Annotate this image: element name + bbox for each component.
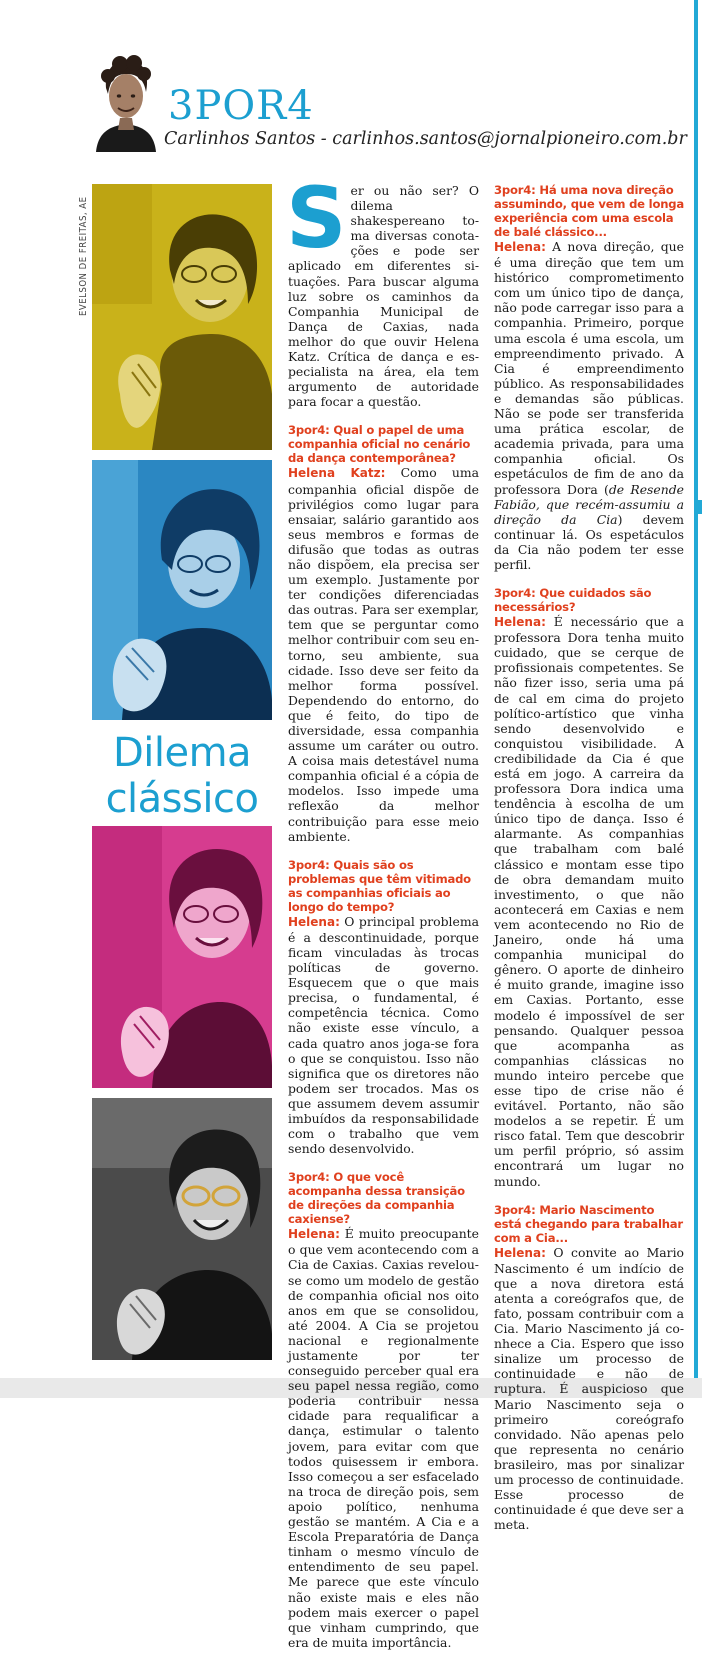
photo-yellow-duotone xyxy=(92,184,272,450)
intro-lead: er ou não ser? O dilema shakespereano toma diversas conotações e pode ser aplicado em diferentes situações. xyxy=(288,183,479,289)
photo-blue-duotone xyxy=(92,460,272,720)
photo-credit xyxy=(78,186,90,316)
answer-5-text: É necessário que a professora Dora tenha muito cuidado, que se cerque de profissionais competentes. Se não fizer isso, seria uma pá de cal em cima do projeto político-artístico que vinha sendo desenvolvido e conquistou visibilidade. A credibilidade da Cia é que está em jogo. A carreira da professora Dora indica uma tendência à escolha de um único tipo de dança. Isso é alarmante. As companhias que trabalham com balé clássico e montam esse tipo de obra demandam muito investimento, o que não acontecerá em Caxias e nem vem acontecendo no Rio de Janeiro, onde há uma companhia municipal do gênero. O aporte de dinheiro é muito grande, imagine isso em Caxias. Portanto, esse modelo é impossível de ser pensando. Qualquer pessoa que acompanha as companhias clássicas no mundo inteiro percebe que esse tipo de crise não é evitável. Portanto, não são modelos a se repetir. É um risco fatal. Tem que descobrir um perfil próprio, só assim encontrará um lugar no mundo. xyxy=(494,614,684,1189)
question-3: 3por4: O que você acompanha dessa transição de direções da companhia caxiense? xyxy=(288,1170,465,1227)
page-edge-rule xyxy=(694,0,698,1380)
intro-rest: Para buscar alguma luz sobre os caminhos da Companhia Municipal de Dança de Caxias, nada melhor do que ouvir Helena Katz. Crítica de dança e especialista na área, ela tem argumento de autoridade para focar a questão. xyxy=(288,273,479,410)
drop-cap: S xyxy=(286,169,347,267)
speaker-label: Helena: xyxy=(494,1245,546,1260)
author-photo xyxy=(90,52,162,152)
answer-2 xyxy=(288,914,479,1157)
photo-grayscale xyxy=(92,1098,272,1360)
speaker-label: Helena Katz: xyxy=(288,466,386,481)
question-2: 3por4: Quais são os problemas que têm vitimado as companhias oficiais ao longo do tempo? xyxy=(288,857,471,914)
answer-4-text-italic: de Resende Fabião, que recém-assumiu a direção da Cia xyxy=(494,481,684,527)
question-1: 3por4: Qual o papel de uma companhia oficial no cenário da dança contemporânea? xyxy=(288,423,471,466)
answer-3 xyxy=(288,1226,479,1650)
answer-4-text-b: ) devem continuar lá. Os espetáculos da Cia não podem ter esse perfil. xyxy=(494,511,684,572)
headline-line-1: Dilema xyxy=(112,730,252,776)
speaker-label: Helena: xyxy=(494,615,546,630)
answer-4-text-a: A nova direção, que é uma direção que tem um histórico comprometimento com um único tipo de dança, não pode carregar isso para a companhia. Primeiro, porque uma escola é uma escola, um empreendimento privado. A Cia é empreendimento público. As responsabilidades e demandas são públicas. Não se pode ser transferida uma prática escolar, de academia privada, para uma companhia oficial. Os espetáculos de fim de ano da professora Dora ( xyxy=(494,239,684,497)
answer-5 xyxy=(494,614,684,1189)
text-column-2 xyxy=(494,183,684,1546)
photo-magenta-duotone xyxy=(92,826,272,1088)
question-6: 3por4: Mario Nascimento está chegando para trabalhar com a Cia... xyxy=(494,1202,683,1245)
answer-3-text: É muito preocupante o que vem acontecendo com a Cia de Caxias. Caxias revelou-se como um modelo de gestão de companhia oficial nos oito anos em que se consolidou, até 2004. A Cia se projetou nacional e regionalmente justamente por ter conseguido perceber qual era seu papel nessa região, como poderia contribuir nessa cidade para requalificar a dança, estimular o talento jovem, para evitar com que todos quisessem ir embora. Isso começou a ser esfacelado na troca de direção pois, sem apoio político, nenhuma gestão se mantém. A Cia e a Escola Preparatória de Dança tinham o mesmo vínculo de entendimento de seu papel. Me parece que este vínculo não existe mais e eles não podem mais exercer o papel que vinham cumprindo, que era de muita importância. xyxy=(288,1226,479,1650)
column-title: 3POR4 xyxy=(168,83,314,129)
speaker-label: Helena: xyxy=(288,1227,340,1242)
question-5: 3por4: Que cuidados são necessários? xyxy=(494,586,652,615)
answer-6 xyxy=(494,1245,684,1533)
speaker-label: Helena: xyxy=(494,240,546,254)
answer-2-text: O principal problema é a descontinuidade, porque ficam vinculadas às trocas políticas de governo. Esquecem que o que mais precisa, o fundamental, é competência técnica. Como não existe esse vínculo, a cada quatro anos joga-se fora o que se conquistou. Isso não significa que os diretores não podem ser trocados. Mas os que assumem devem assumir imbuídos da responsabilidade com o trabalho que vem sendo desenvolvido. xyxy=(288,913,479,1157)
headline-line-2: clássico xyxy=(105,776,259,822)
answer-1 xyxy=(288,465,479,843)
intro-paragraph xyxy=(286,169,479,410)
speaker-label: Helena: xyxy=(288,914,340,929)
question-4: 3por4: Há uma nova direção assumindo, que vem de longa experiência com uma escola de balé clássico... xyxy=(494,183,684,239)
headline xyxy=(92,730,272,822)
page-edge-marker xyxy=(697,500,702,514)
text-column-1 xyxy=(286,169,479,1664)
photo-credit-text: EVELSON DE FREITAS, AE xyxy=(78,196,89,316)
answer-6-text: O convite ao Mario Nascimento é um indício de que a nova diretora está atenta a coreógrafos que, de fato, possam contribuir com a Cia. Mario Nascimento já conhece a Cia. Espero que isso sinalize um processo de continuidade e não de ruptura. É auspicioso que Mario Nascimento seja o primeiro coreógrafo convidado. Não apenas pelo que representa no cenário brasileiro, mas por sinalizar um processo de continuidade. Esse processo de continuidade é que deve ser a meta. xyxy=(494,1244,684,1533)
answer-1-text: Como uma companhia oficial dispõe de privilégios como lugar para ensaiar, salário garantido aos seus membros e formas de difusão que todas as outras não dispõem, ela precisa ser um exemplo. Justamente por ter condições diferenciadas das outras. Para ser exemplar, tem que se perguntar como melhor contribuir com seu entorno, seu ambiente, sua cidade. Isso deve ser feito da melhor forma possível. Dependendo do entorno, do que é feito, do tipo de diversidade, essa companhia assume um caráter ou outro. A coisa mais detestável numa companhia oficial é a cópia de modelos. Isso impede uma reflexão da melhor contribuição para esse meio ambiente. xyxy=(288,465,479,844)
answer-4 xyxy=(494,239,684,572)
byline: Carlinhos Santos - carlinhos.santos@jornalpioneiro.com.br xyxy=(164,129,687,149)
